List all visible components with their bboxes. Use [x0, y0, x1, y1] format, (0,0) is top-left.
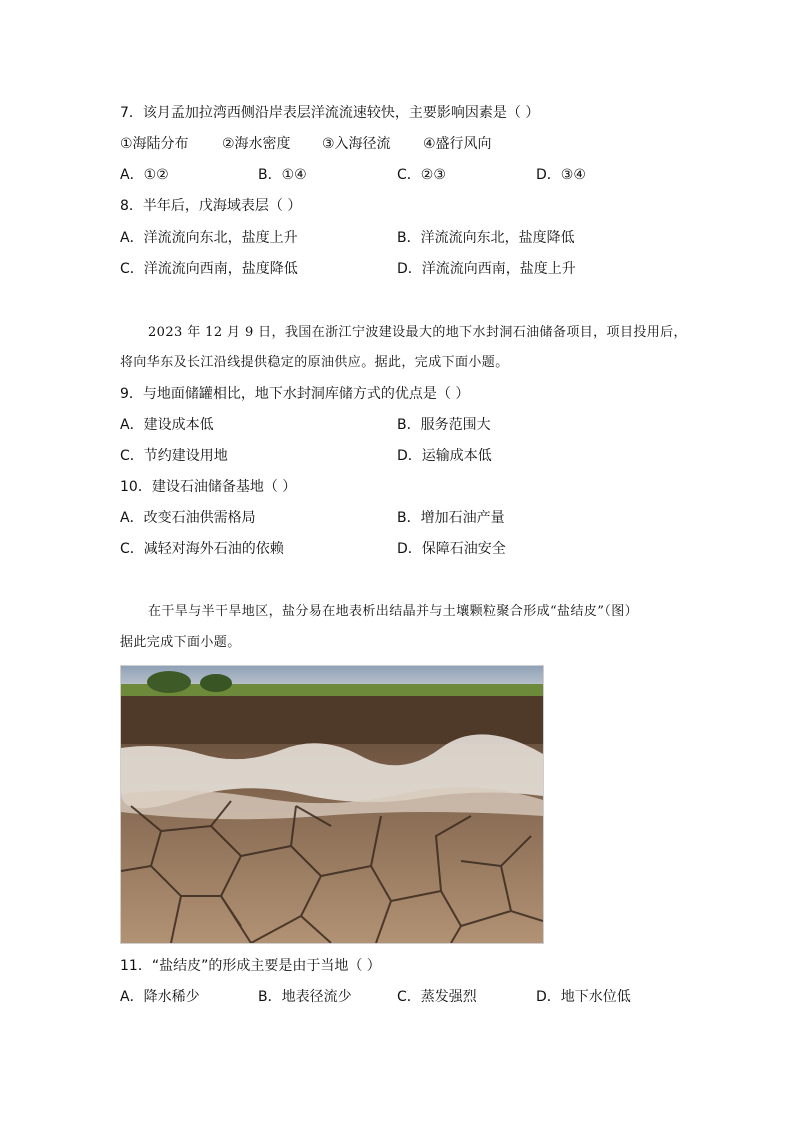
q7-option-b: B．①④	[258, 167, 307, 183]
q7-item-3: ③入海径流	[322, 136, 391, 152]
q11-option-b: B．地表径流少	[258, 989, 352, 1005]
q8-option-d: D．洋流流向西南，盐度上升	[397, 261, 576, 277]
q11-option-a: A．降水稀少	[120, 989, 200, 1005]
q8-option-c: C．洋流流向西南，盐度降低	[120, 261, 298, 277]
q9-option-a: A．建设成本低	[120, 417, 214, 433]
q9-option-b: B．服务范围大	[397, 417, 491, 433]
q7-item-1: ①海陆分布	[120, 136, 189, 152]
passage2-line1: 2023 年 12 月 9 日，我国在浙江宁波建设最大的地下水封洞石油储备项目，项目投用后，	[148, 325, 687, 340]
q11-option-d: D．地下水位低	[536, 989, 631, 1005]
passage3-line1: 在干旱与半干旱地区，盐分易在地表析出结晶并与土壤颗粒聚合形成“盐结皮”（图）	[148, 604, 638, 619]
passage3-line2: 据此完成下面小题。	[120, 635, 241, 650]
q11-option-c: C．蒸发强烈	[397, 989, 477, 1005]
q7-stem: 7．该月孟加拉湾西侧沿岸表层洋流流速较快，主要影响因素是（ ）	[120, 105, 540, 121]
q8-option-b: B．洋流流向东北，盐度降低	[397, 230, 575, 246]
salt-crust-photo	[120, 665, 544, 944]
q10-stem: 10．建设石油储备基地（ ）	[120, 479, 297, 495]
passage2-line2: 将向华东及长江沿线提供稳定的原油供应。据此，完成下面小题。	[120, 355, 509, 370]
q10-option-c: C．减轻对海外石油的依赖	[120, 541, 284, 557]
q7-item-2: ②海水密度	[222, 136, 291, 152]
q7-option-c: C．②③	[397, 167, 446, 183]
q10-option-b: B．增加石油产量	[397, 510, 505, 526]
q9-stem: 9．与地面储罐相比，地下水封洞库储方式的优点是（ ）	[120, 386, 470, 402]
q9-option-c: C．节约建设用地	[120, 448, 228, 464]
q10-option-a: A．改变石油供需格局	[120, 510, 256, 526]
q9-option-d: D．运输成本低	[397, 448, 492, 464]
q8-option-a: A．洋流流向东北，盐度上升	[120, 230, 298, 246]
q10-option-d: D．保障石油安全	[397, 541, 506, 557]
q7-item-4: ④盛行风向	[423, 136, 492, 152]
q7-option-a: A．①②	[120, 167, 169, 183]
q7-option-d: D．③④	[536, 167, 586, 183]
q8-stem: 8．半年后，戊海域表层（ ）	[120, 198, 302, 214]
q11-stem: 11．“盐结皮”的形成主要是由于当地（ ）	[120, 958, 381, 974]
